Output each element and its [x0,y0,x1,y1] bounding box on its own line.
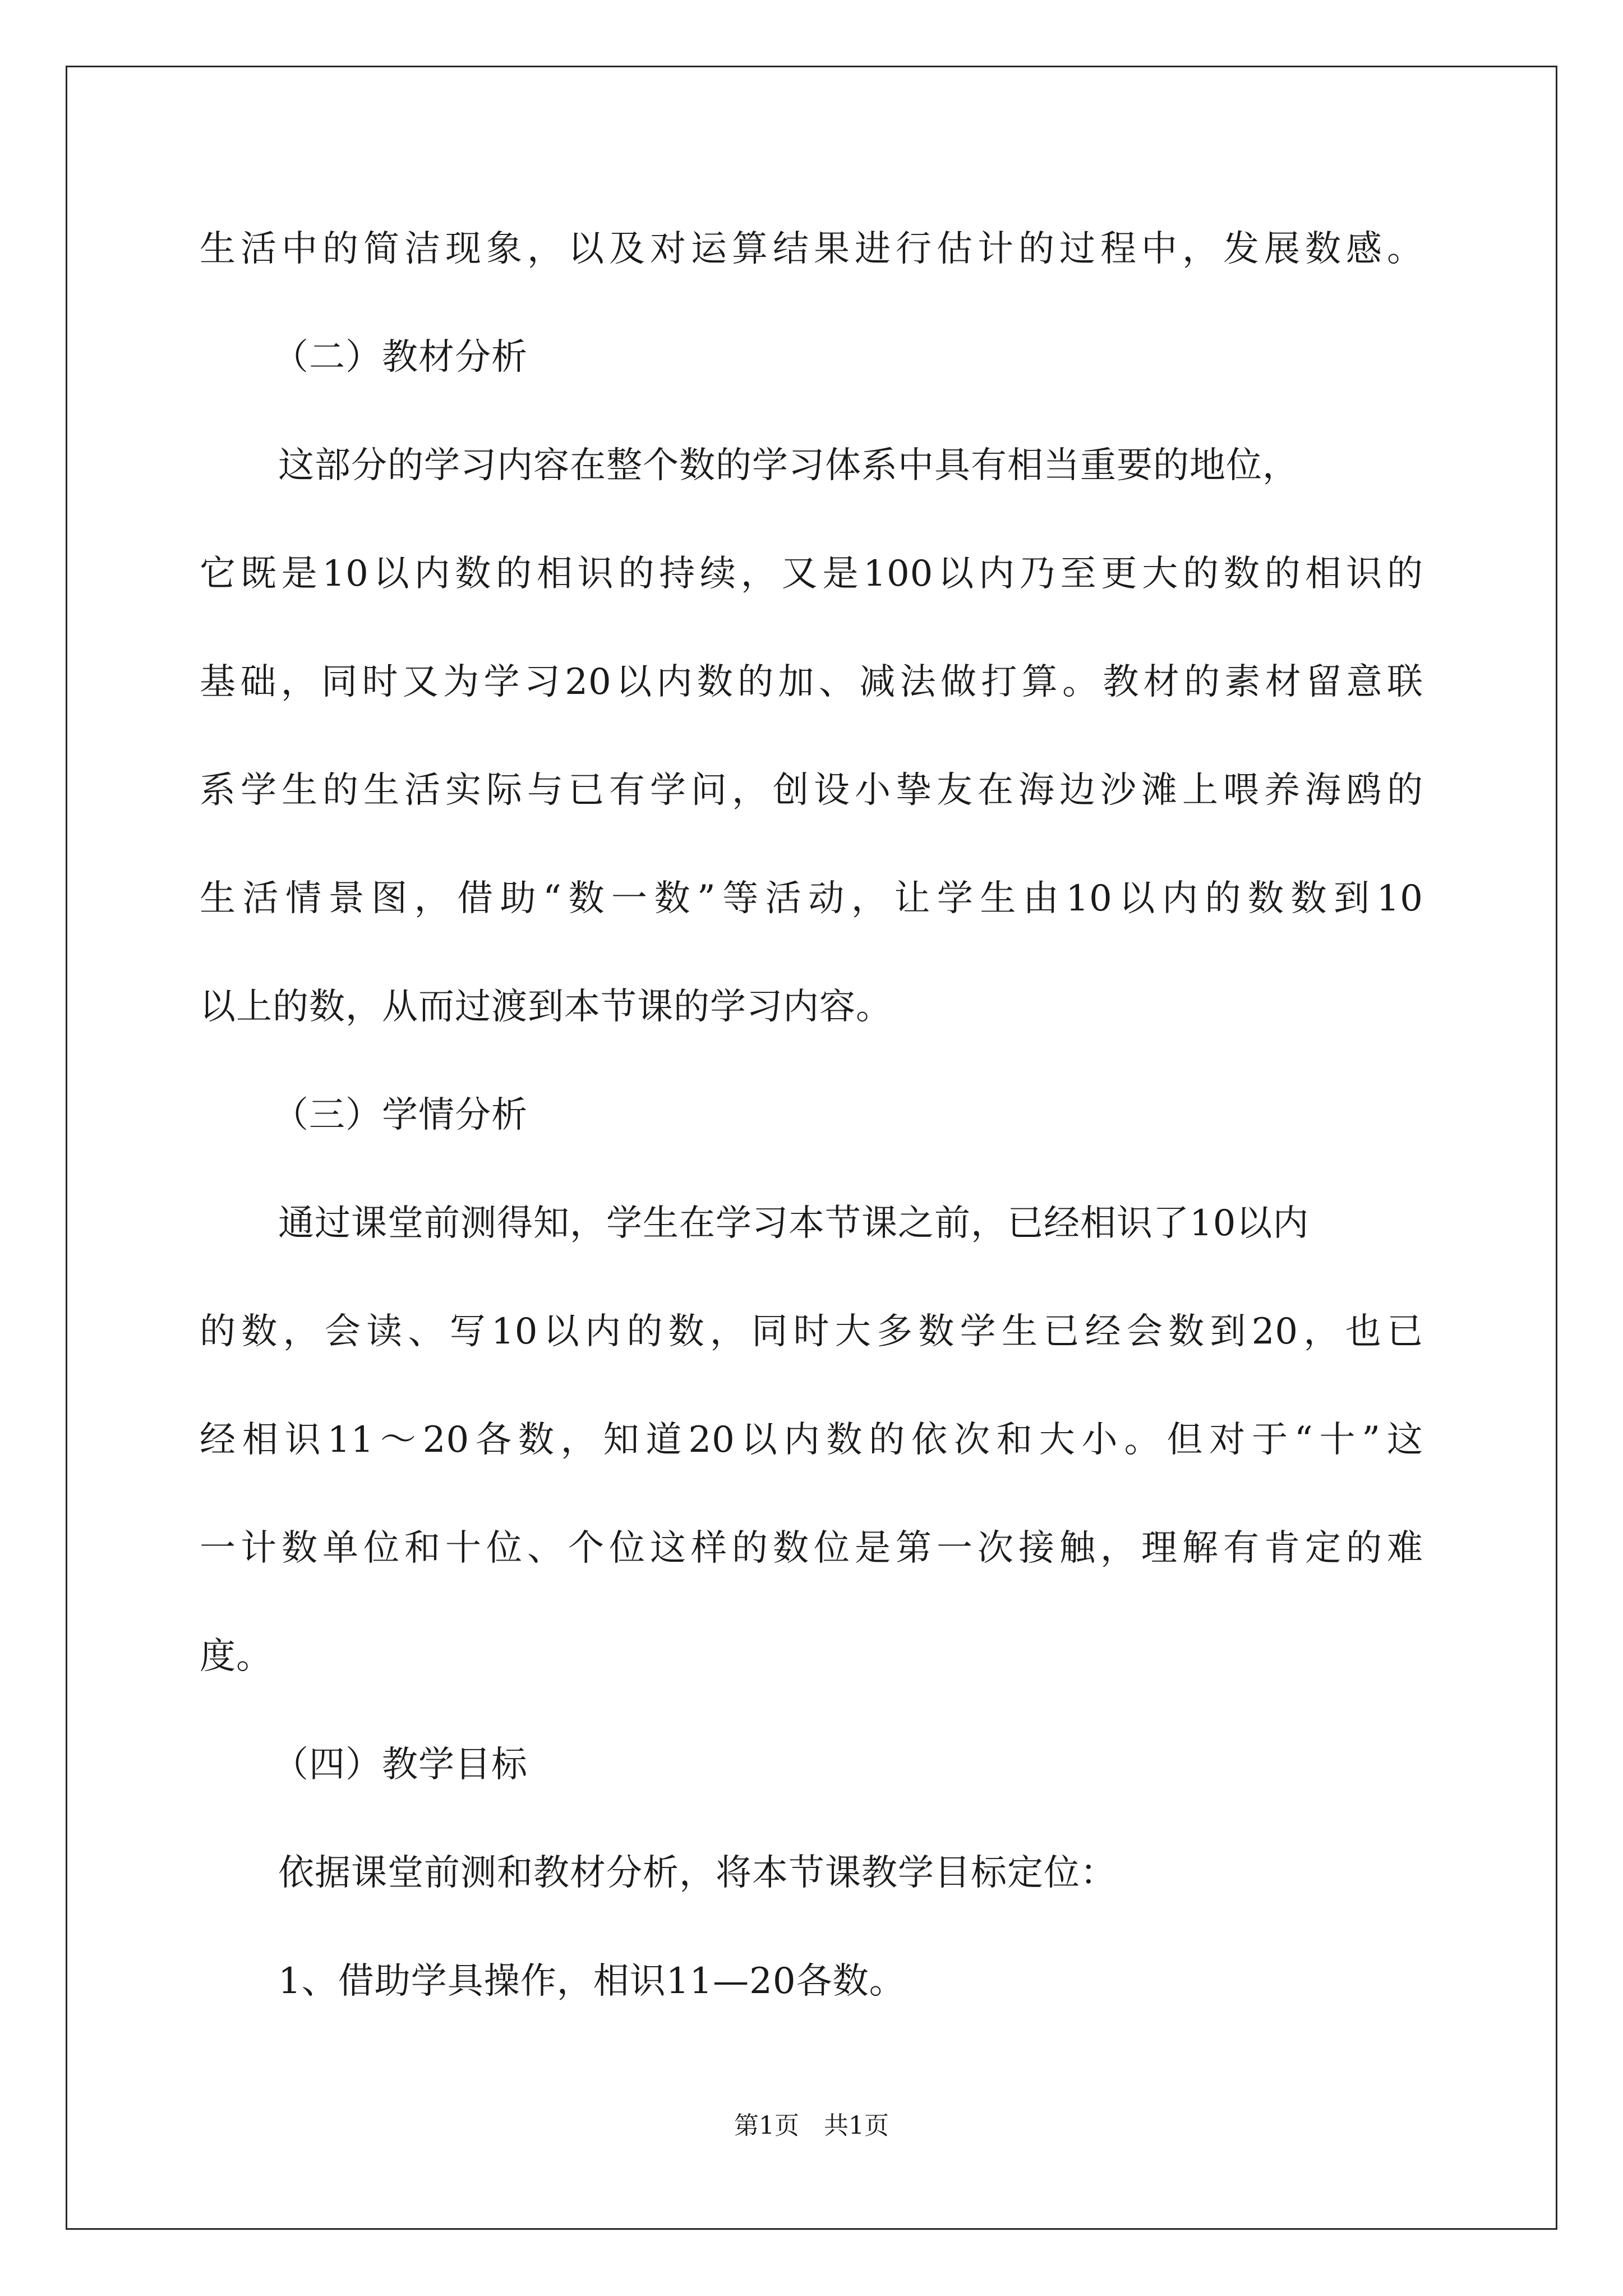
paragraph-line: 基础，同时又为学习20以内数的加、减法做打算。教材的素材留意联 [200,661,1423,703]
paragraph-line: 的数，会读、写10以内的数，同时大多数学生已经会数到20，也已 [200,1311,1423,1352]
section-heading-textbook-analysis: （二）教材分析 [273,337,528,378]
page-border [66,66,1557,2230]
paragraph-line: 系学生的生活实际与已有学问，创设小挚友在海边沙滩上喂养海鸥的 [200,770,1423,811]
paragraph-line: 依据课堂前测和教材分析，将本节课教学目标定位： [278,1852,1117,1894]
paragraph-line: 它既是10以内数的相识的持续，又是100以内乃至更大的数的相识的 [200,553,1423,595]
paragraph-line: 一计数单位和十位、个位这样的数位是第一次接触，理解有肯定的难 [200,1527,1423,1569]
paragraph-line: 通过课堂前测得知，学生在学习本节课之前，已经相识了10以内 [278,1203,1310,1244]
section-heading-learner-analysis: （三）学情分析 [273,1094,528,1136]
paragraph-line: 以上的数，从而过渡到本节课的学习内容。 [200,986,892,1028]
paragraph-line: 生活情景图，借助“数一数”等活动，让学生由10以内的数数到10 [200,878,1423,919]
paragraph-line: 生活中的简洁现象，以及对运算结果进行估计的过程中，发展数感。 [200,228,1423,270]
list-item: 1、借助学具操作，相识11—20各数。 [278,1961,906,2002]
paragraph-line: 经相识11～20各数，知道20以内数的依次和大小。但对于“十”这 [200,1419,1423,1461]
paragraph-line: 度。 [200,1636,273,1677]
paragraph-line: 这部分的学习内容在整个数的学习体系中具有相当重要的地位， [278,445,1299,486]
section-heading-teaching-goals: （四）教学目标 [273,1744,528,1786]
page-number-footer: 第1页 共1页 [734,2111,889,2140]
